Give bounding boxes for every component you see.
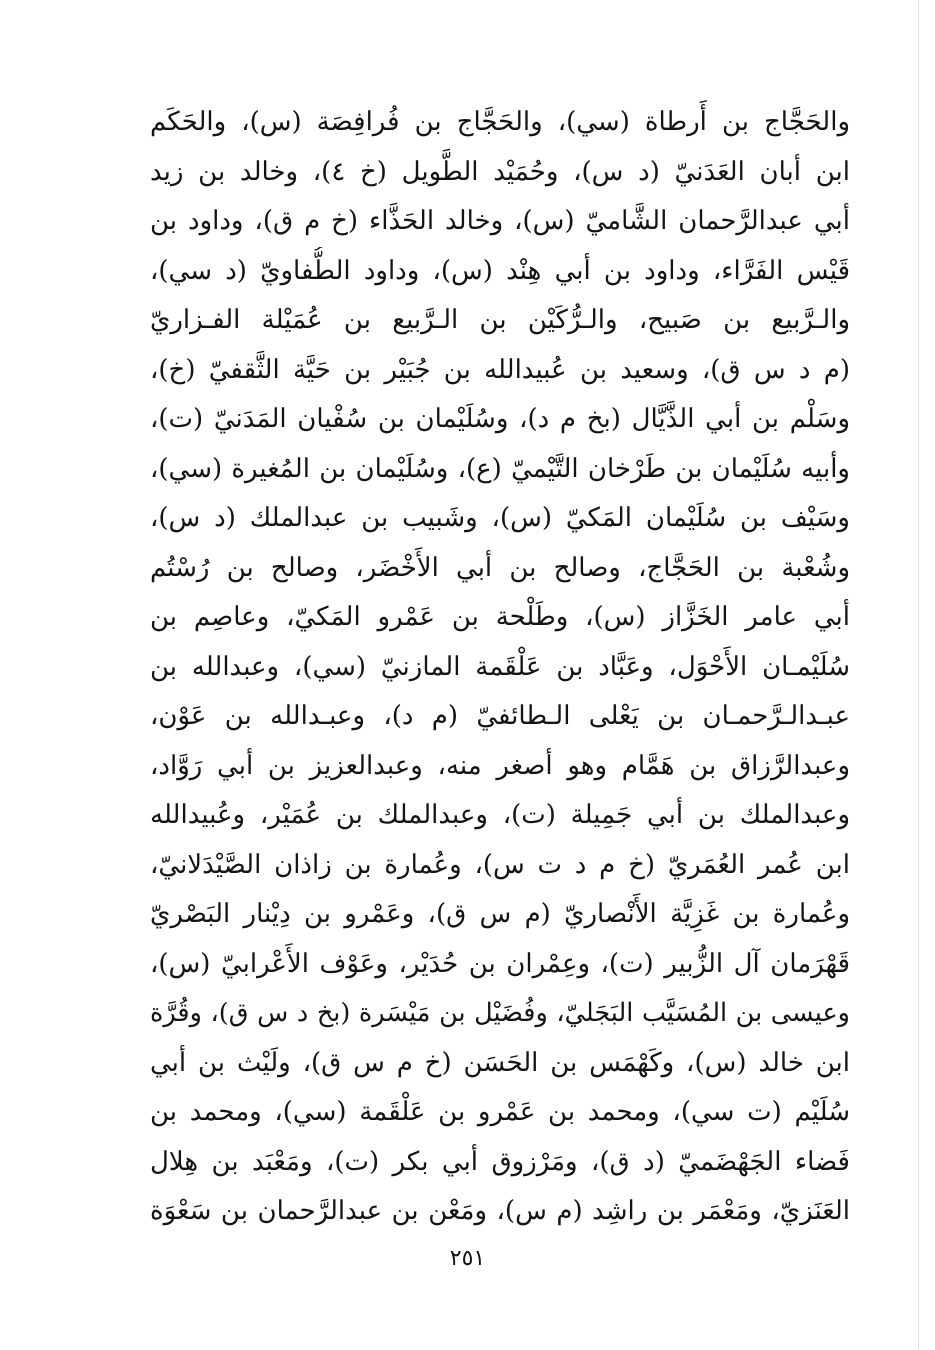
text-line: وشُعْبة بن الحَجَّاج، وصالح بن أبي الأَخْضَر، وصالح بن رُسْتُم xyxy=(150,552,850,583)
text-line: وسَلْم بن أبي الذَّيَّال (بخ م د)، وسُلَيْمان بن سُفْيان المَدَنيّ (ت)، xyxy=(150,404,850,434)
text-line: أبي عبدالرَّحمان الشَّاميّ (س)، وخالد الحَذَّاء (خ م ق)، وداود بن xyxy=(150,206,850,236)
body-text xyxy=(150,98,850,1237)
text-line: قَهْرَمان آل الزُّبير (ت)، وعِمْران بن حُدَيْر، وعَوْف الأَعْرابيّ (س)، xyxy=(150,948,850,979)
text-line: فَضاء الجَهْضَميّ (د ق)، ومَرْزوق أبي بكر (ت)، ومَعْبَد بن هِلال xyxy=(150,1146,850,1177)
text-line: أبي عامر الخَزَّاز (س)، وطَلْحة بن عَمْرو المَكيّ، وعاصِم بن xyxy=(150,602,850,632)
page-edge-shadow xyxy=(918,0,919,1350)
text-line: سُلَيْم (ت سي)، ومحمد بن عَمْرو بن عَلْقَمة (سي)، ومحمد بن xyxy=(150,1097,850,1127)
text-line: العَنَزيّ، ومَعْمَر بن راشِد (م س)، ومَعْن بن عبدالرَّحمان بن سَعْوَة xyxy=(150,1196,850,1226)
text-line: والـرَّبيع بن صَبيح، والـرُّكَيْن بن الـرَّبيع بن عُمَيْلة الفـزاريّ xyxy=(150,305,850,335)
text-line: وعبدالملك بن أبي جَمِيلة (ت)، وعبدالملك بن عُمَيْر، وعُبيدالله xyxy=(150,800,850,830)
text-line: (م د س ق)، وسعيد بن عُبيدالله بن جُبَيْر بن حَيَّة الثَّقفيّ (خ)، xyxy=(150,354,850,385)
text-line: ابن عُمر العُمَريّ (خ م د ت س)، وعُمارة بن زاذان الصَّيْدَلانيّ، xyxy=(150,849,850,880)
text-line: ابن أبان العَدَنيّ (د س)، وحُمَيْد الطَّويل (خ ٤)، وخالد بن زيد xyxy=(150,156,850,187)
text-line: عبـدالـرَّحمـان بن يَعْلى الـطائفيّ (م د)، وعبـدالله بن عَوْن، xyxy=(150,701,850,731)
text-line: وسَيْف بن سُلَيْمان المَكيّ (س)، وشَبيب بن عبدالملك (د س)، xyxy=(150,503,850,533)
text-line: سُلَيْمـان الأَحْوَل، وعَبَّاد بن عَلْقَمة المازنيّ (سي)، وعبدالله بن xyxy=(150,651,850,682)
page-number: ٢٥١ xyxy=(449,1246,486,1271)
text-line: والحَجَّاج بن أَرطاة (سي)، والحَجَّاج بن فُرافِصَة (س)، والحَكَم xyxy=(150,107,850,137)
text-line: وأبيه سُلَيْمان بن طَرْخان التَّيْميّ (ع)، وسُلَيْمان بن المُغيرة (سي)، xyxy=(150,453,850,484)
text-line: ابن خالد (س)، وكَهْمَس بن الحَسَن (خ م س ق)، ولَيْث بن أبي xyxy=(150,1047,850,1078)
text-line: وعيسى بن المُسَيَّب البَجَليّ، وفُضَيْل بن مَيْسَرة (بخ د س ق)، وقُرَّة xyxy=(150,998,850,1028)
text-line: وعبدالرَّزاق بن هَمَّام وهو أصغر منه، وعبدالعزيز بن أبي رَوَّاد، xyxy=(150,750,850,781)
text-line: وعُمارة بن غَزِيَّة الأَنْصاريّ (م س ق)، وعَمْرو بن دِيْنار البَصْريّ xyxy=(150,899,850,929)
text-line: قَيْس الفَرَّاء، وداود بن أبي هِنْد (س)، وداود الطُّفاويّ (د سي)، xyxy=(150,255,850,286)
